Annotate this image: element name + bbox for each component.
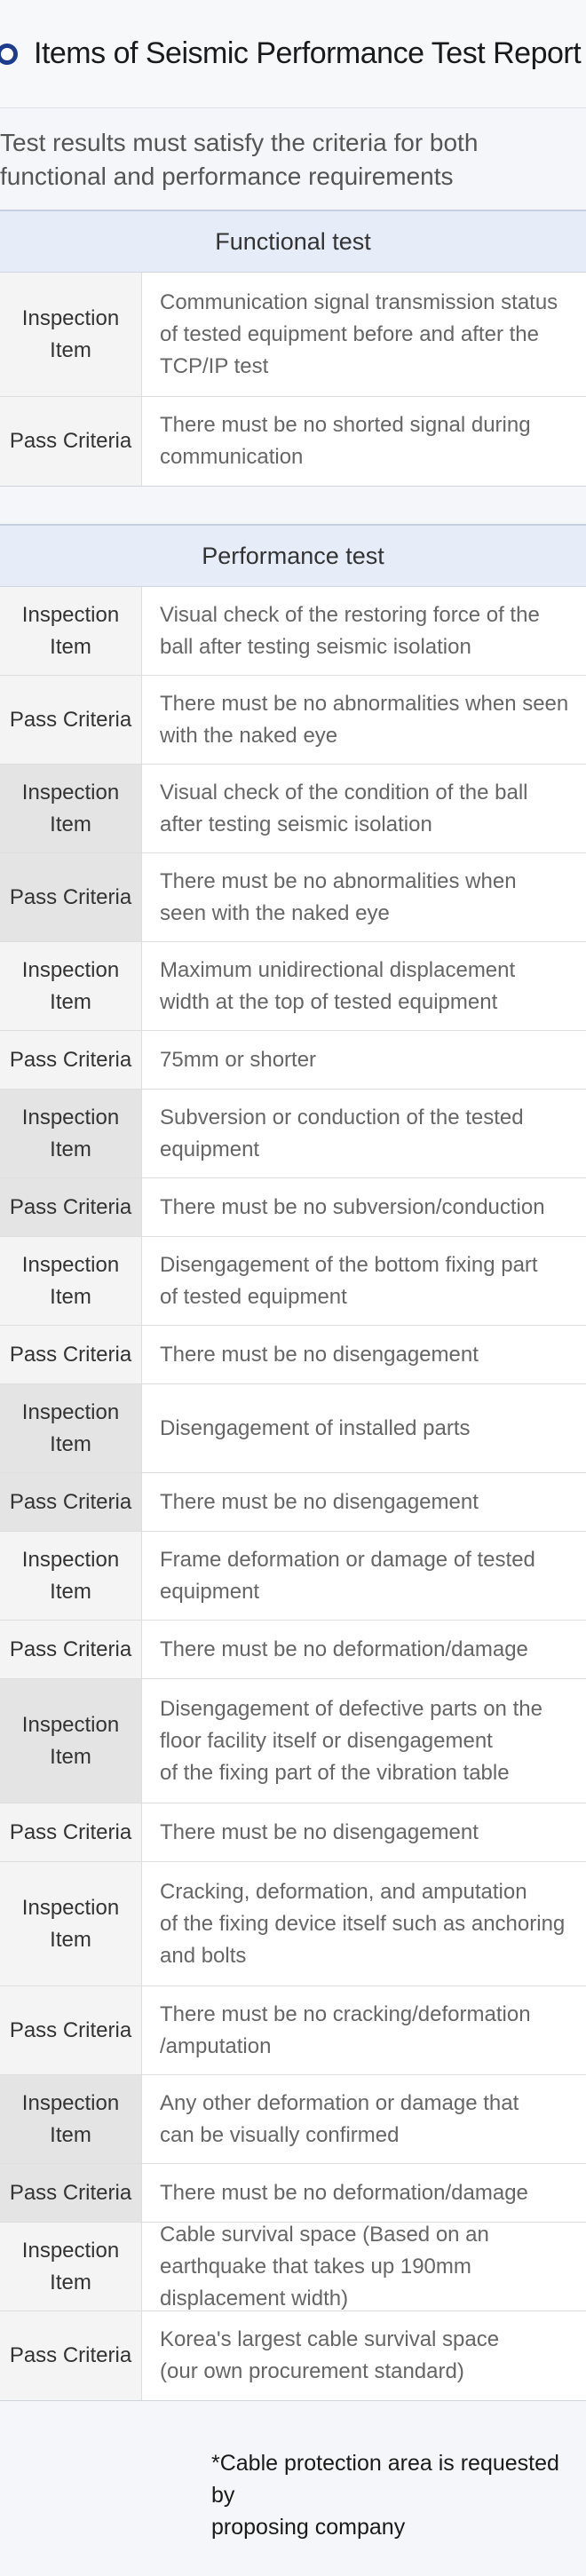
row-label: Inspection Item: [0, 1532, 142, 1620]
table-row: [0, 1803, 586, 1862]
row-label: Pass Criteria: [0, 1178, 142, 1236]
row-label: Pass Criteria: [0, 1621, 142, 1678]
row-label: Pass Criteria: [0, 1326, 142, 1383]
row-value: Subversion or conduction of the tested equipment: [160, 1105, 524, 1161]
performance-test-header: Performance test: [0, 526, 586, 587]
functional-test-header: Functional test: [0, 211, 586, 273]
row-value: Disengagement of installed parts: [160, 1415, 471, 1440]
table-row: [0, 1031, 586, 1090]
table-row: [0, 1237, 586, 1326]
table-row: [0, 1621, 586, 1679]
row-value: Cracking, deformation, and amputation of the fixing device itself such as anchoring and bolts: [160, 1879, 566, 1968]
intro-text: Test results must satisfy the criteria for both functional and performance requirements: [0, 129, 479, 190]
table-row: [0, 2164, 586, 2223]
row-label: Inspection Item: [0, 1679, 142, 1803]
row-label: Pass Criteria: [0, 1473, 142, 1531]
row-value: Frame deformation or damage of tested equipment: [160, 1547, 535, 1604]
row-value: Cable survival space (Based on an earthquake that takes up 190mm displacement width): [160, 2222, 489, 2310]
row-value: Any other deformation or damage that can be visually confirmed: [160, 2090, 519, 2147]
row-value: There must be no abnormalities when seen with the naked eye: [160, 868, 517, 925]
row-label: Pass Criteria: [0, 853, 142, 941]
table-row: [0, 2075, 586, 2164]
row-label: Inspection Item: [0, 1862, 142, 1986]
row-label: Pass Criteria: [0, 1986, 142, 2074]
row-value: Disengagement of the bottom fixing part of tested equipment: [160, 1252, 538, 1309]
circle-bullet-icon: [0, 44, 18, 65]
row-value: There must be no disengagement: [160, 1342, 479, 1367]
row-label: Pass Criteria: [0, 676, 142, 764]
row-value: Maximum unidirectional displacement width at the top of tested equipment: [160, 957, 516, 1014]
row-value: Visual check of the condition of the ball after testing seismic isolation: [160, 780, 528, 836]
row-value: There must be no abnormalities when seen with the naked eye: [160, 691, 569, 748]
row-label: Pass Criteria: [0, 2311, 142, 2400]
table-row: [0, 1090, 586, 1178]
performance-test-table: [0, 524, 586, 2401]
table-row: [0, 765, 586, 853]
page-title-bar: [0, 0, 586, 108]
table-row: [0, 1178, 586, 1237]
page-title: Items of Seismic Performance Test Report: [34, 36, 582, 70]
row-label: Pass Criteria: [0, 2164, 142, 2222]
row-label: Inspection Item: [0, 2075, 142, 2163]
table-row: [0, 397, 586, 486]
table-row: [0, 1532, 586, 1621]
row-label: Pass Criteria: [0, 397, 142, 486]
table-row: [0, 676, 586, 765]
table-row: [0, 942, 586, 1031]
row-label: Inspection Item: [0, 1090, 142, 1177]
row-label: Inspection Item: [0, 942, 142, 1030]
row-value: Disengagement of defective parts on the floor facility itself or disengagement of the fixing part of the vibration table: [160, 1696, 542, 1785]
row-label: Inspection Item: [0, 587, 142, 675]
row-label: Inspection Item: [0, 1237, 142, 1325]
table-row: [0, 1679, 586, 1803]
row-label: Inspection Item: [0, 2223, 142, 2310]
table-row: [0, 1862, 586, 1986]
row-label: Inspection Item: [0, 1384, 142, 1472]
functional-test-table: [0, 210, 586, 487]
row-value: There must be no cracking/deformation /amputation: [160, 2001, 531, 2058]
row-value: There must be no deformation/damage: [160, 1637, 528, 1661]
footnote: *Cable protection area is requested by proposing company: [211, 2451, 559, 2540]
row-value: Visual check of the restoring force of the ball after testing seismic isolation: [160, 602, 540, 659]
row-value: There must be no disengagement: [160, 1489, 479, 1514]
row-value: Communication signal transmission status of tested equipment before and after the TCP/IP test: [160, 289, 558, 378]
row-value: There must be no subversion/conduction: [160, 1194, 545, 1219]
table-row: [0, 273, 586, 397]
table-row: [0, 1326, 586, 1384]
row-value: There must be no disengagement: [160, 1819, 479, 1844]
table-row: [0, 587, 586, 676]
table-row: [0, 853, 586, 942]
row-label: Pass Criteria: [0, 1031, 142, 1089]
row-label: Inspection Item: [0, 273, 142, 396]
row-label: Inspection Item: [0, 765, 142, 852]
row-value: There must be no deformation/damage: [160, 2180, 528, 2205]
row-value: 75mm or shorter: [160, 1047, 317, 1072]
row-value: There must be no shorted signal during communication: [160, 413, 531, 469]
table-row: [0, 2311, 586, 2400]
table-row: [0, 1473, 586, 1532]
row-label: Pass Criteria: [0, 1803, 142, 1861]
table-row: [0, 1986, 586, 2075]
table-row: [0, 1384, 586, 1473]
row-value: Korea's largest cable survival space (our own procurement standard): [160, 2327, 500, 2383]
table-row: [0, 2223, 586, 2311]
